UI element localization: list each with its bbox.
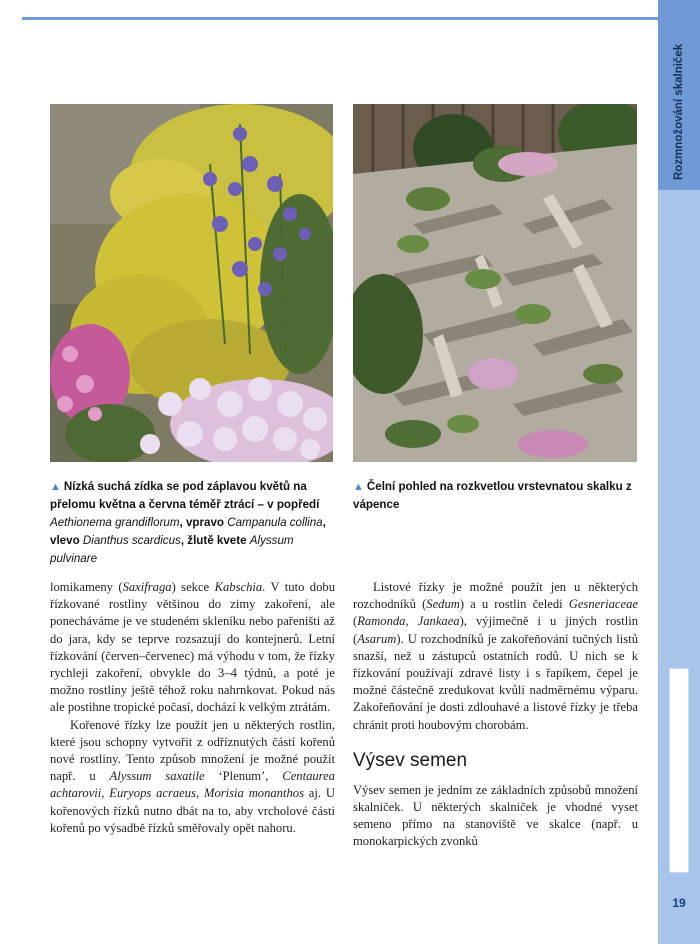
paragraph: Výsev semen je jedním ze základních způsobů množení skalniček. U některých skalniček je vhodné vyset semeno přímo na stanoviště ve skalce (např. u monokarpických zvonků xyxy=(353,782,638,849)
body-column-left xyxy=(50,579,335,837)
caption-marker-icon: ▲ xyxy=(353,481,364,493)
photo-rock-garden xyxy=(353,104,637,462)
paragraph: lomikameny (Saxifraga) sekce Kabschia. V tuto dobu řízkované rostliny většinou do zimy zakoření, ale ponecháváme je ve studeném skleníku nebo pařeništi až do jara, kdy se teprve rozsazují do kontejnerů. Letní řízkování (červen–červenec) má výhodu v tom, že řízky rychleji zakoření, obvykle do 3–4 týdnů, a poté je možno rostliny ještě téhož roku nahrnkovat. Pokud nás ale postihne tropické počasí, dochází k velkým ztrátám. xyxy=(50,580,335,715)
caption-left: ▲ Nízká suchá zídka se pod záplavou květů na přelomu května a června téměř ztrácí – v popředí Aethionema grandiflorum, vpravo Campanula collina, vlevo Dianthus scardicus, žlutě kvete Alyssum pulvinare xyxy=(50,480,326,565)
side-thumb-box xyxy=(669,668,689,873)
caption-marker-icon: ▲ xyxy=(50,481,61,493)
chapter-title: Rozmnožování skalniček xyxy=(673,43,685,180)
header-rule xyxy=(22,17,658,20)
paragraph: Listové řízky je možné použít jen u některých rozchodníků (Sedum) a u rostlin čeledi Gesneriaceae (Ramonda, Jankaea), výjimečně i u jiných rostlin (Asarum). U rozchodníků je zakořeňování tučných listů snazší, než u zástupců ostatních rodů. U nich se k řízkování používají zdravé listy i s řapíkem, čepel je možné částečně zredukovat kvůli nadměrnému výparu. Zakořeňování je dosti zdlouhavé a listové řízky je třeba chránit proti houbovým chorobám. xyxy=(353,580,638,732)
page-number: 19 xyxy=(672,896,686,910)
photo-rock-wall-flowers xyxy=(50,104,333,462)
paragraph: Kořenové řízky lze použít jen u některých rostlin, které jsou schopny vytvořit z odříznutých částí kořenů nové rostliny. Tento způsob množení je možné použít např. u Alyssum saxatile ‘Plenum’, Centaurea achtarovii, Euryops acraeus, Morisia monanthos aj. U kořenových řízků nutno dbát na to, aby vrcholové části kořenů po výsadbě řízků směřovaly opět nahoru. xyxy=(50,717,335,835)
caption-right: ▲ Čelní pohled na rozkvetlou vrstevnatou skalku z vápence xyxy=(353,480,632,511)
section-heading: Výsev semen xyxy=(353,749,468,771)
body-column-right xyxy=(353,579,638,851)
